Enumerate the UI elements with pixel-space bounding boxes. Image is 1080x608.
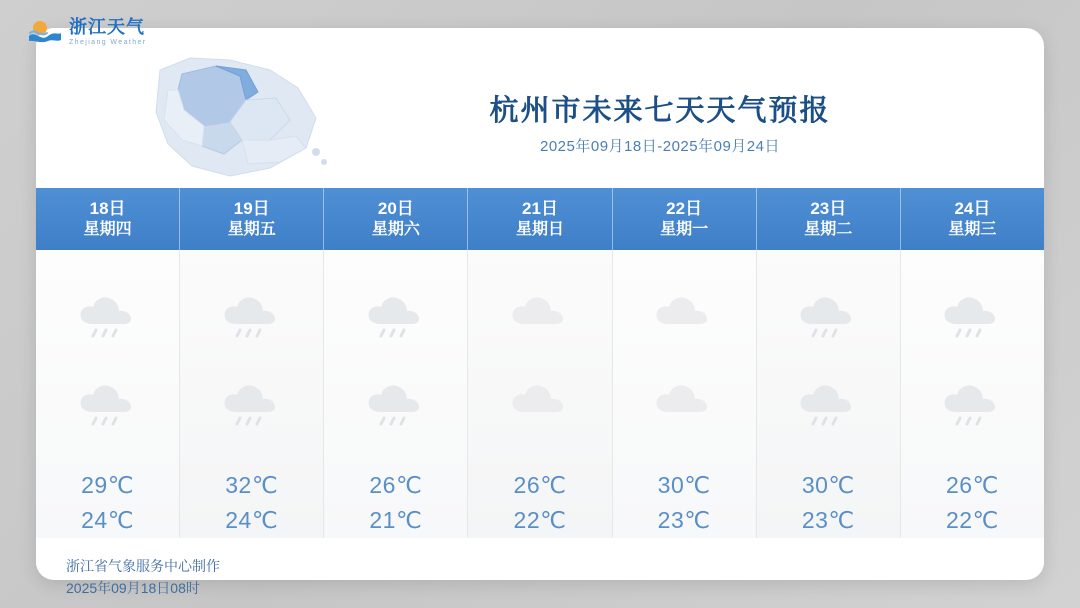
- day-weekday: 星期三: [948, 220, 997, 238]
- forecast-column: [324, 250, 468, 538]
- zhejiang-province-map-icon: [120, 40, 340, 190]
- day-header-cell: [613, 188, 757, 250]
- brand-name-cn: 浙江天气: [69, 17, 145, 37]
- low-temperature: 24℃: [225, 506, 279, 533]
- forecast-columns: [36, 250, 1044, 538]
- temperature-block: [369, 468, 422, 537]
- brand-text: [69, 18, 147, 46]
- low-temperature: 22℃: [945, 506, 999, 533]
- forecast-column: [901, 250, 1044, 538]
- day-header-row: [36, 188, 1044, 250]
- cloudy-icon: [504, 272, 576, 360]
- high-temperature: 30℃: [801, 472, 855, 498]
- cloudy-rain-icon: [72, 272, 144, 360]
- forecast-column: [468, 250, 612, 538]
- cloudy-icon: [648, 272, 720, 360]
- high-temperature: 32℃: [225, 472, 279, 498]
- high-temperature: 26℃: [945, 472, 999, 498]
- brand-logo: [28, 18, 147, 46]
- footer-producer: 浙江省气象服务中心制作: [66, 558, 220, 574]
- low-temperature: 22℃: [513, 506, 567, 533]
- day-weekday: 星期日: [515, 220, 564, 238]
- high-temperature: 26℃: [513, 472, 567, 498]
- high-temperature: 30℃: [657, 472, 711, 498]
- forecast-column: [180, 250, 324, 538]
- cloudy-rain-icon: [360, 272, 432, 360]
- cloudy-rain-icon: [792, 272, 864, 360]
- day-date: 22日: [666, 199, 703, 219]
- low-temperature: 23℃: [801, 506, 855, 533]
- day-header-cell: [757, 188, 901, 250]
- low-temperature: 21℃: [369, 506, 423, 533]
- cloudy-rain-icon: [936, 272, 1008, 360]
- cloudy-rain-icon: [72, 360, 144, 448]
- day-header-cell: [468, 188, 612, 250]
- footer-timestamp: 2025年09月18日08时: [66, 579, 200, 596]
- low-temperature: 24℃: [81, 506, 135, 533]
- day-weekday: 星期五: [227, 220, 276, 238]
- day-date: 18日: [89, 199, 126, 219]
- forecast-column: [757, 250, 901, 538]
- day-weekday: 星期二: [804, 220, 853, 238]
- day-weekday: 星期六: [371, 220, 420, 238]
- high-temperature: 26℃: [369, 472, 423, 498]
- temperature-block: [225, 468, 278, 537]
- cloudy-rain-icon: [936, 360, 1008, 448]
- date-range-label: 2025年09月18日-2025年09月24日: [540, 138, 780, 155]
- cloudy-rain-icon: [360, 360, 432, 448]
- day-date: 24日: [954, 199, 991, 219]
- day-header-cell: [324, 188, 468, 250]
- day-date: 20日: [377, 199, 414, 219]
- temperature-block: [658, 468, 711, 537]
- sun-wave-logo-icon: [28, 19, 62, 45]
- temperature-block: [81, 468, 134, 537]
- day-header-cell: [901, 188, 1044, 250]
- low-temperature: 23℃: [657, 506, 711, 533]
- day-date: 21日: [522, 199, 558, 219]
- high-temperature: 29℃: [81, 472, 135, 498]
- day-date: 19日: [233, 199, 270, 219]
- temperature-block: [514, 468, 567, 537]
- footer-credits: [66, 556, 220, 599]
- forecast-column: [613, 250, 757, 538]
- page-title: 杭州市未来七天天气预报: [489, 95, 831, 127]
- cloudy-rain-icon: [216, 360, 288, 448]
- cloudy-icon: [648, 360, 720, 448]
- day-weekday: 星期一: [660, 220, 709, 238]
- brand-name-en: Zhejiang Weather: [69, 39, 147, 46]
- temperature-block: [946, 468, 999, 537]
- temperature-block: [802, 468, 855, 537]
- day-date: 23日: [810, 199, 847, 219]
- forecast-column: [36, 250, 180, 538]
- day-header-cell: [180, 188, 324, 250]
- day-header-cell: [36, 188, 180, 250]
- day-weekday: 星期四: [83, 220, 132, 238]
- cloudy-icon: [504, 360, 576, 448]
- cloudy-rain-icon: [792, 360, 864, 448]
- cloudy-rain-icon: [216, 272, 288, 360]
